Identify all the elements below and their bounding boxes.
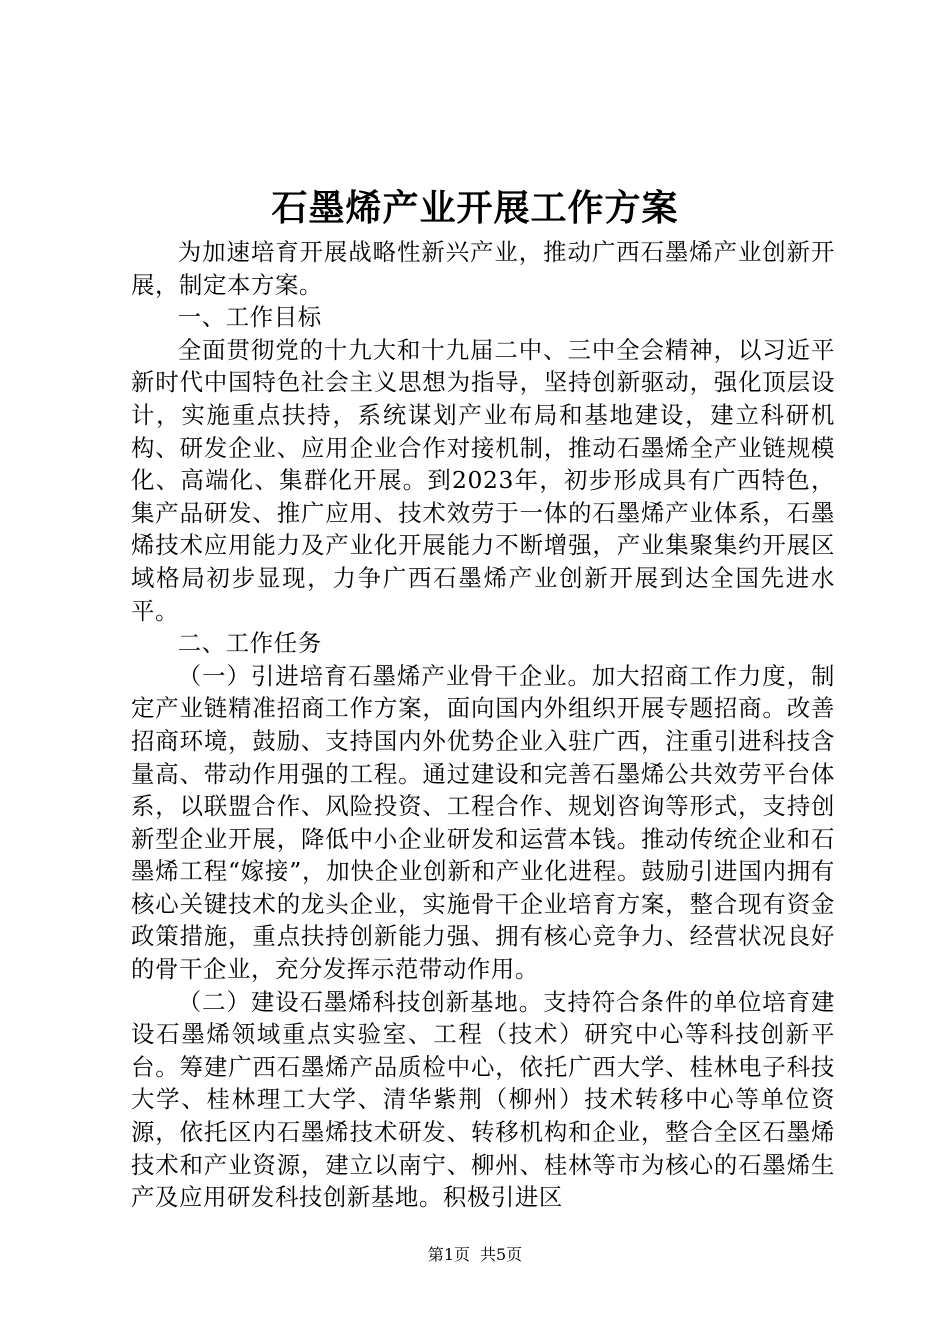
- paragraph-task-2: （二）建设石墨烯科技创新基地。支持符合条件的单位培育建设石墨烯领域重点实验室、工程（技术）研究中心等科技创新平台。筹建广西石墨烯产品质检中心，依托广西大学、桂林电子科技大学、桂林理工大学、清华紫荆（柳州）技术转移中心等单位资源，依托区内石墨烯技术研发、转移机构和企业，整合全区石墨烯技术和产业资源，建立以南宁、柳州、桂林等市为核心的石墨烯生产及应用研发科技创新基地。积极引进区: [131, 987, 835, 1212]
- paragraph-intro: 为加速培育开展战略性新兴产业，推动广西石墨烯产业创新开展，制定本方案。: [131, 238, 835, 299]
- page-total: 共5页: [480, 1245, 523, 1264]
- paragraph-task-1: （一）引进培育石墨烯产业骨干企业。加大招商工作力度，制定产业链精准招商工作方案，面向国内外组织开展专题招商。改善招商环境，鼓励、支持国内外优势企业入驻广西，注重引进科技含量高、带动作用强的工程。通过建设和完善石墨烯公共效劳平台体系，以联盟合作、风险投资、工程合作、规划咨询等形式，支持创新型企业开展，降低中小企业研发和运营本钱。推动传统企业和石墨烯工程“嫁接”，加快企业创新和产业化进程。鼓励引进国内拥有核心关键技术的龙头企业，实施骨干企业培育方案，整合现有资金政策措施，重点扶持创新能力强、拥有核心竞争力、经营状况良好的骨干企业，充分发挥示范带动作用。: [131, 661, 835, 984]
- document-body: [131, 236, 835, 1214]
- page-footer: [0, 1243, 950, 1267]
- document-title: 石墨烯产业开展工作方案: [271, 187, 679, 229]
- heading-work-goals: 一、工作目标: [177, 303, 322, 332]
- paragraph-work-goals: 全面贯彻党的十九大和十九届二中、三中全会精神，以习近平新时代中国特色社会主义思想为指导，坚持创新驱动，强化顶层设计，实施重点扶持，系统谋划产业布局和基地建设，建立科研机构、研发企业、应用企业合作对接机制，推动石墨烯全产业链规模化、高端化、集群化开展。到2023年，初步形成具有广西特色，集产品研发、推广应用、技术效劳于一体的石墨烯产业体系，石墨烯技术应用能力及产业化开展能力不断增强，产业集聚集约开展区域格局初步显现，力争广西石墨烯产业创新开展到达全国先进水平。: [131, 335, 835, 625]
- page-number: 第1页: [427, 1245, 470, 1264]
- heading-work-tasks: 二、工作任务: [177, 629, 322, 658]
